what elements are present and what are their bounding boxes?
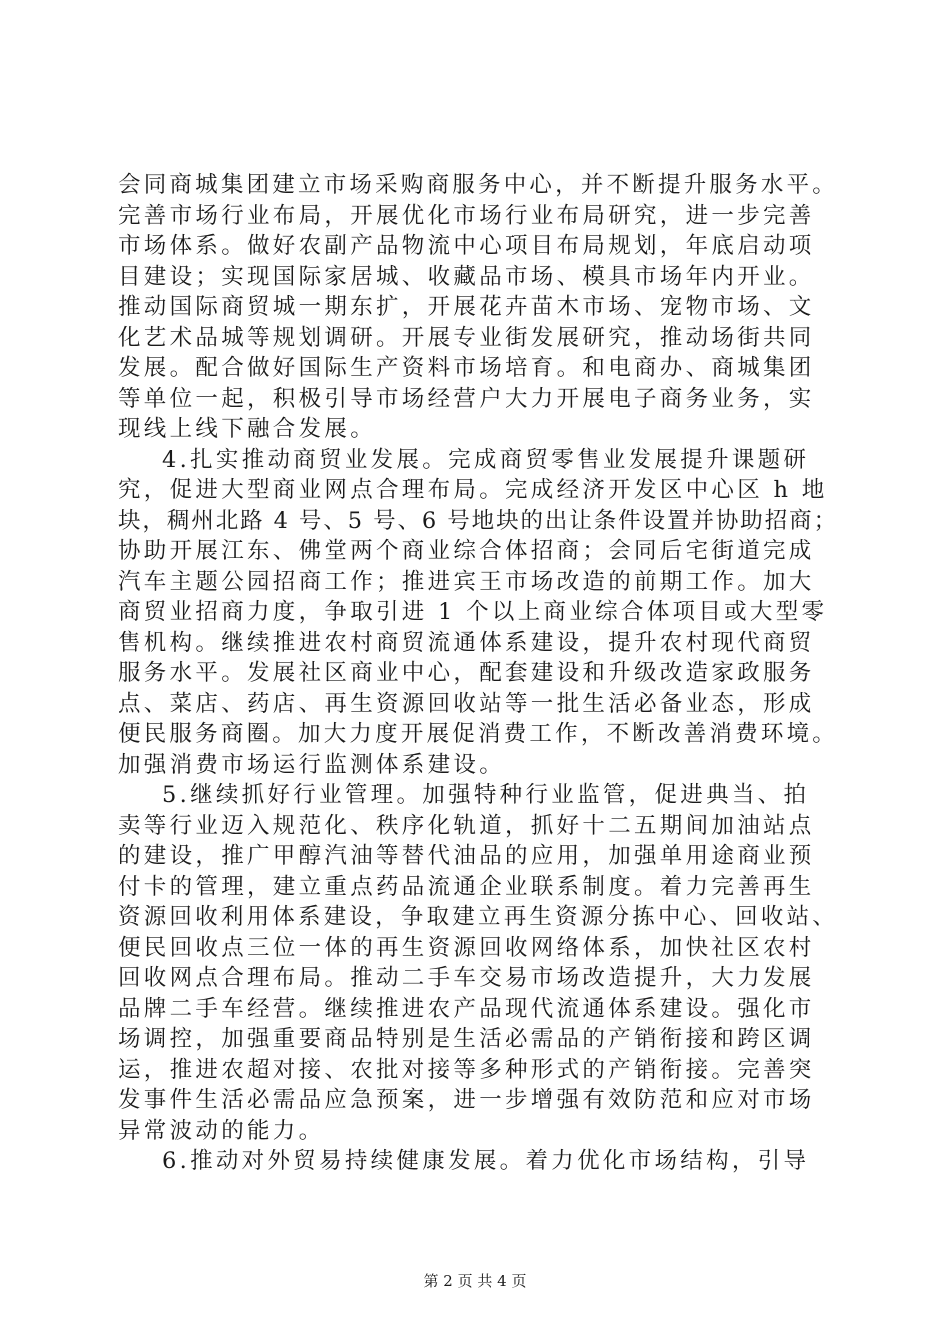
text-line: 协助开展江东、佛堂两个商业综合体招商；会同后宅街道完成 <box>118 538 815 564</box>
text-line: 商贸业招商力度，争取引进 1 个以上商业综合体项目或大型零 <box>118 599 828 625</box>
text-line: 推动国际商贸城一期东扩，开展花卉苗木市场、宠物市场、文 <box>118 294 815 320</box>
text-line: 现线上线下融合发展。 <box>118 416 377 442</box>
document-body <box>118 170 838 1177</box>
text-line: 等单位一起，积极引导市场经营户大力开展电子商务业务，实 <box>118 385 815 412</box>
text-line: 异常波动的能力。 <box>118 1117 325 1144</box>
text-line: 块，稠州北路 4 号、5 号、6 号地块的出让条件设置并协助招商； <box>118 507 838 534</box>
text-line: 市场体系。做好农副产品物流中心项目布局规划，年底启动项 <box>118 233 815 259</box>
text-line: 资源回收利用体系建设，争取建立再生资源分拣中心、回收站、 <box>118 904 838 930</box>
text-line: 便民服务商圈。加大力度开展促消费工作，不断改善消费环境。 <box>118 721 838 747</box>
text-line: 场调控，加强重要商品特别是生活必需品的产销衔接和跨区调 <box>118 1026 815 1052</box>
text-line: 加强消费市场运行监测体系建设。 <box>118 751 506 778</box>
text-line: 品牌二手车经营。继续推进农产品现代流通体系建设。强化市 <box>118 995 815 1022</box>
text-line: 发展。配合做好国际生产资料市场培育。和电商办、商城集团 <box>118 355 815 381</box>
page-footer: 第 2 页 共 4 页 <box>423 1272 527 1290</box>
text-line: 的建设，推广甲醇汽油等替代油品的应用，加强单用途商业预 <box>118 843 815 869</box>
text-line: 完善市场行业布局，开展优化市场行业布局研究，进一步完善 <box>118 202 815 229</box>
text-line: 便民回收点三位一体的再生资源回收网络体系，加快社区农村 <box>118 934 815 961</box>
text-line: 发事件生活必需品应急预案，进一步增强有效防范和应对市场 <box>118 1087 815 1113</box>
text-line: 回收网点合理布局。推动二手车交易市场改造提升，大力发展 <box>118 965 815 991</box>
text-line: 售机构。继续推进农村商贸流通体系建设，提升农村现代商贸 <box>118 629 815 656</box>
text-line: 付卡的管理，建立重点药品流通企业联系制度。着力完善再生 <box>118 873 815 900</box>
section-heading-line: 4.扎实推动商贸业发展。完成商贸零售业发展提升课题研 <box>162 446 810 473</box>
text-line: 卖等行业迈入规范化、秩序化轨道，抓好十二五期间加油站点 <box>118 812 815 839</box>
text-line: 化艺术品城等规划调研。开展专业街发展研究，推动场街共同 <box>118 324 815 351</box>
section-heading-line: 6.推动对外贸易持续健康发展。着力优化市场结构，引导 <box>162 1148 810 1174</box>
text-line: 究，促进大型商业网点合理布局。完成经济开发区中心区 h 地 <box>118 477 828 503</box>
text-line: 点、菜店、药店、再生资源回收站等一批生活必备业态，形成 <box>118 690 815 717</box>
text-line: 运，推进农超对接、农批对接等多种形式的产销衔接。完善突 <box>118 1056 815 1083</box>
text-line: 汽车主题公园招商工作；推进宾王市场改造的前期工作。加大 <box>118 568 815 595</box>
text-line: 目建设；实现国际家居城、收藏品市场、模具市场年内开业。 <box>118 263 815 290</box>
text-line: 会同商城集团建立市场采购商服务中心，并不断提升服务水平。 <box>118 172 838 198</box>
section-heading-line: 5.继续抓好行业管理。加强特种行业监管，促进典当、拍 <box>162 782 810 808</box>
text-line: 服务水平。发展社区商业中心，配套建设和升级改造家政服务 <box>118 660 815 686</box>
